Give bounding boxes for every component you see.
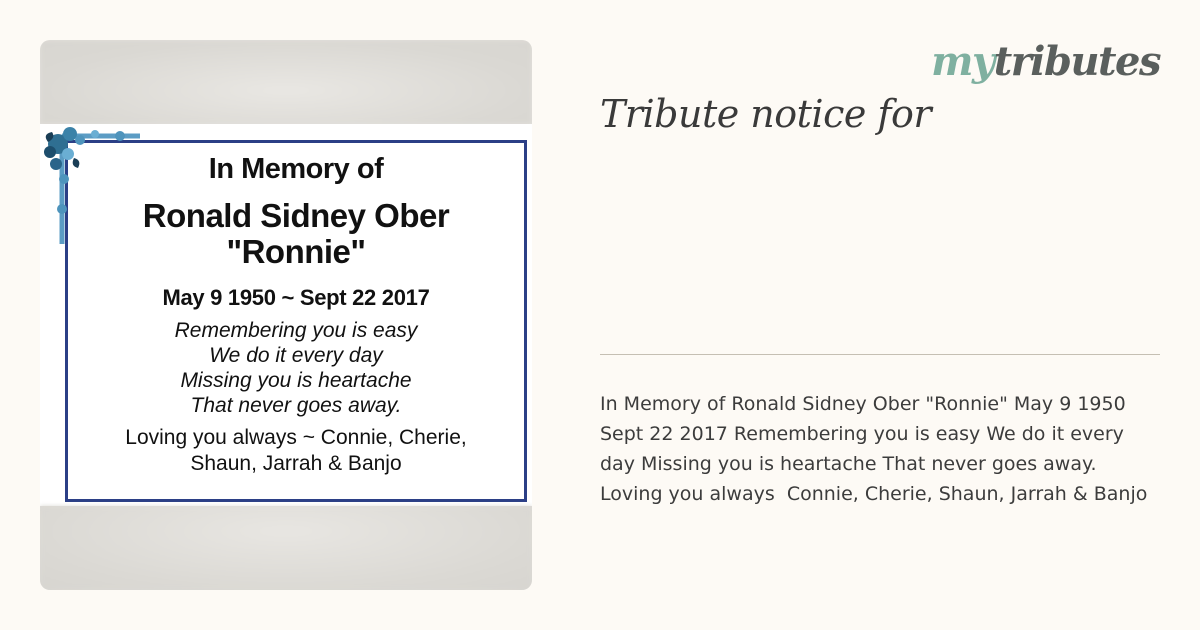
tribute-description: In Memory of Ronald Sidney Ober "Ronnie" May 9 1950 Sept 22 2017 Remembering you is easy We do it every day Missing you is heartache That never goes away. Loving you always Connie, Cherie, Shaun, Jarrah & Banjo: [600, 393, 1148, 505]
poem-line: We do it every day: [209, 344, 383, 367]
tribute-notice-image: [40, 40, 532, 590]
notice-name: Ronald Sidney Ober: [142, 197, 450, 234]
image-blur-top: [40, 40, 532, 124]
notice-dates: May 9 1950 ~ Sept 22 2017: [162, 285, 430, 310]
page-title: Tribute notice for: [600, 92, 932, 136]
notice-card: [40, 124, 532, 506]
closing-line: Shaun, Jarrah & Banjo: [190, 452, 402, 475]
logo-tributes: tributes: [993, 38, 1160, 85]
mytributes-logo[interactable]: [931, 38, 1160, 85]
logo-my: my: [931, 38, 994, 85]
closing-line: Loving you always ~ Connie, Cherie,: [125, 426, 467, 449]
notice-nickname: "Ronnie": [226, 233, 366, 270]
divider: [600, 354, 1160, 355]
notice-header: In Memory of: [208, 153, 384, 185]
poem-line: Missing you is heartache: [180, 369, 412, 392]
notice-text: [65, 152, 527, 477]
notice-poem: [65, 318, 527, 418]
poem-line: That never goes away.: [190, 394, 402, 417]
poem-line: Remembering you is easy: [174, 319, 418, 342]
image-blur-bottom: [40, 506, 532, 590]
notice-closing: [65, 425, 527, 477]
